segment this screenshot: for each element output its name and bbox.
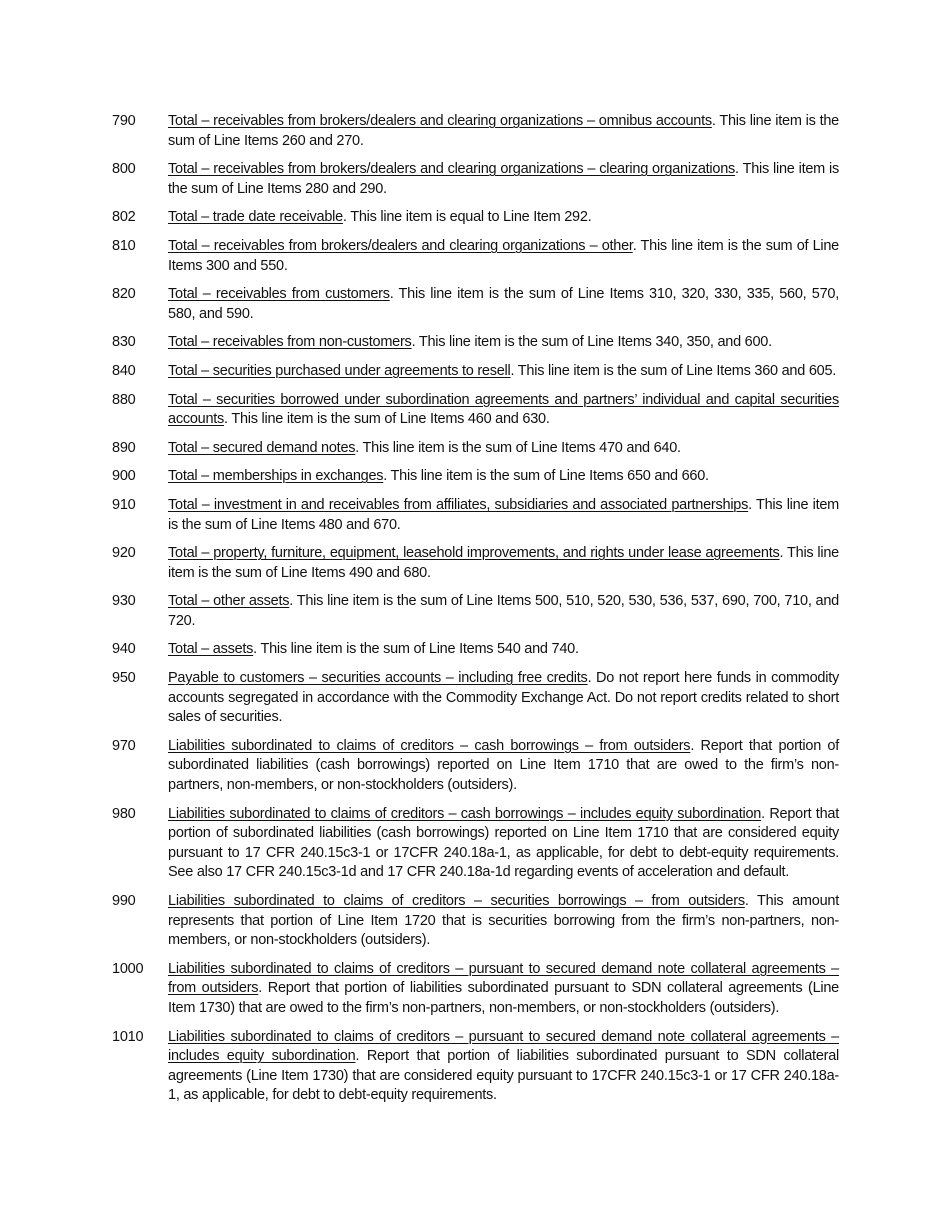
line-item-term: Total – receivables from non-customers: [168, 334, 412, 351]
line-item-number: 800: [112, 161, 136, 178]
line-item-number: 880: [112, 391, 136, 408]
line-item-840: [112, 362, 839, 382]
line-item-term: Total – receivables from brokers/dealers and clearing organizations – omnibus accounts: [168, 113, 712, 129]
line-item-description: . This line item is the sum of Line Items 480 and 670.: [168, 496, 839, 533]
line-item-number: 950: [112, 670, 136, 687]
line-item-text: [168, 892, 839, 951]
line-item-number: 840: [112, 362, 136, 379]
line-item-text: [168, 960, 839, 1019]
line-item-990: [112, 892, 839, 951]
line-item-description: . Report that portion of liabilities subordinated pursuant to SDN collateral agreements (Line Item 1730) that are considered equity pursuant to 17CFR 240.15c3-1 or 17 CFR 240.18a-1, as applicable, for debt to debt-equity requirements.: [168, 1048, 839, 1104]
line-item-number: 1000: [112, 960, 144, 977]
line-item-text: [168, 391, 839, 430]
line-item-term: Total – receivables from brokers/dealers and clearing organizations – clearing organizations: [168, 161, 736, 178]
line-item-description: . This line item is the sum of Line Items 260 and 270.: [168, 113, 839, 149]
line-item-820: [112, 285, 839, 324]
line-item-term: Total – securities purchased under agreements to resell: [168, 362, 511, 379]
line-item-text: [168, 112, 839, 151]
line-item-number: 920: [112, 545, 136, 562]
line-item-810: [112, 237, 839, 276]
line-item-930: [112, 592, 839, 631]
line-item-number: 990: [112, 893, 136, 909]
line-item-term: Total – secured demand notes: [168, 439, 356, 456]
line-item-description: . Do not report here funds in commodity accounts segregated in accordance with the Commodity Exchange Act. Do not report credits related to short sales of securities.: [168, 670, 839, 726]
line-item-number: 940: [112, 641, 136, 658]
line-item-description: . This line item is the sum of Line Items 490 and 680.: [168, 545, 839, 581]
line-item-text: [168, 737, 839, 796]
line-item-number: 790: [112, 113, 136, 129]
line-item-number: 970: [112, 737, 136, 754]
line-item-term: Total – assets: [168, 641, 254, 658]
line-item-description: . This amount represents that portion of Line Item 1720 that is securities borrowing from the firm’s non-partners, non-members, or non-stockholders (outsiders).: [168, 893, 839, 949]
line-item-term: Liabilities subordinated to claims of creditors – pursuant to secured demand note collateral agreements – includes equity subordination: [168, 1028, 839, 1065]
line-item-text: [168, 237, 839, 276]
line-item-term: Liabilities subordinated to claims of creditors – cash borrowings – from outsiders: [168, 737, 691, 754]
line-item-text: [168, 640, 839, 660]
line-item-term: Total – investment in and receivables from affiliates, subsidiaries and associated partnerships: [168, 496, 749, 513]
line-item-number: 810: [112, 237, 136, 254]
line-item-description: . This line item is the sum of Line Items 340, 350, and 600.: [411, 334, 772, 351]
line-item-830: [112, 333, 839, 353]
line-item-number: 802: [112, 209, 136, 226]
line-item-term: Liabilities subordinated to claims of creditors – cash borrowings – includes equity subordination: [168, 805, 762, 822]
line-item-description: . This line item is the sum of Line Items 460 and 630.: [224, 411, 550, 428]
line-item-description: . Report that portion of subordinated liabilities (cash borrowings) reported on Line Item 1710 that are considered equity pursuant to 17 CFR 240.15c3-1 or 17CFR 240.18a-1, as applicable, for debt to debt-equity requirements. See also 17 CFR 240.15c3-1d and 17 CFR 240.18a-1d regarding events of acceleration and default.: [168, 805, 839, 881]
line-item-term: Liabilities subordinated to claims of creditors – pursuant to secured demand note collateral agreements – from outsiders: [168, 960, 839, 997]
line-item-920: [112, 544, 839, 583]
line-item-1000: [112, 960, 839, 1019]
line-item-text: [168, 496, 839, 535]
line-item-description: . This line item is the sum of Line Items 300 and 550.: [168, 237, 839, 274]
line-item-number: 900: [112, 468, 136, 485]
line-item-description: . This line item is the sum of Line Items 470 and 640.: [355, 439, 681, 456]
line-item-number: 1010: [112, 1028, 144, 1045]
line-item-text: [168, 160, 839, 199]
line-item-number: 890: [112, 439, 136, 456]
line-item-890: [112, 439, 839, 459]
line-item-description: . This line item is the sum of Line Items 360 and 605.: [510, 362, 837, 379]
line-item-number: 820: [112, 286, 136, 303]
line-item-text: [168, 362, 839, 382]
line-item-description: . Report that portion of liabilities subordinated pursuant to SDN collateral agreements (Line Item 1730) that are owed to the firm’s non-partners, non-members, or non-stockholders (outsiders).: [168, 980, 839, 1016]
line-item-text: [168, 467, 839, 487]
line-item-number: 930: [112, 593, 136, 610]
line-item-term: Total – memberships in exchanges: [168, 468, 384, 485]
line-item-980: [112, 805, 839, 883]
line-item-text: [168, 805, 839, 883]
line-item-number: 980: [112, 805, 136, 822]
line-item-950: [112, 669, 839, 728]
line-item-800: [112, 160, 839, 199]
line-item-term: Total – receivables from customers: [168, 286, 390, 303]
line-item-790: [112, 112, 839, 151]
line-item-970: [112, 737, 839, 796]
line-item-text: [168, 669, 839, 728]
line-item-term: Total – trade date receivable: [168, 209, 343, 226]
line-item-description: . This line item is the sum of Line Items 500, 510, 520, 530, 536, 537, 690, 700, 710, and 720.: [168, 593, 839, 629]
line-item-880: [112, 391, 839, 430]
line-item-802: [112, 208, 839, 228]
line-item-term: Total – property, furniture, equipment, leasehold improvements, and rights under lease agreements: [168, 545, 780, 562]
line-item-910: [112, 496, 839, 535]
line-item-number: 830: [112, 334, 136, 351]
line-item-description: . This line item is the sum of Line Items 310, 320, 330, 335, 560, 570, 580, and 590.: [168, 286, 840, 322]
line-item-940: [112, 640, 839, 660]
line-item-text: [168, 544, 839, 583]
line-item-text: [168, 285, 839, 324]
line-item-term: Payable to customers – securities accounts – including free credits: [168, 670, 588, 687]
line-item-term: Total – receivables from brokers/dealers and clearing organizations – other: [168, 237, 633, 254]
line-item-description: . Report that portion of subordinated liabilities (cash borrowings) reported on Line Item 1710 that are owed to the firm’s non-partners, non-members, or non-stockholders (outsiders).: [168, 737, 839, 794]
line-item-term: Total – securities borrowed under subordination agreements and partners’ individual and capital securities accounts: [168, 391, 839, 428]
line-item-description: . This line item is the sum of Line Items 650 and 660.: [383, 468, 709, 485]
line-item-description: . This line item is the sum of Line Items 540 and 740.: [253, 641, 579, 658]
line-item-description: . This line item is the sum of Line Items 280 and 290.: [168, 161, 839, 197]
line-item-description: . This line item is equal to Line Item 292.: [342, 209, 592, 226]
line-item-text: [168, 592, 839, 631]
line-item-text: [168, 439, 839, 459]
line-item-900: [112, 467, 839, 487]
line-item-1010: [112, 1028, 839, 1106]
line-item-text: [168, 208, 839, 228]
line-item-text: [168, 333, 839, 353]
line-item-text: [168, 1028, 839, 1106]
line-item-term: Liabilities subordinated to claims of creditors – securities borrowings – from outsiders: [168, 893, 745, 909]
line-item-term: Total – other assets: [168, 593, 290, 610]
line-item-number: 910: [112, 496, 136, 513]
